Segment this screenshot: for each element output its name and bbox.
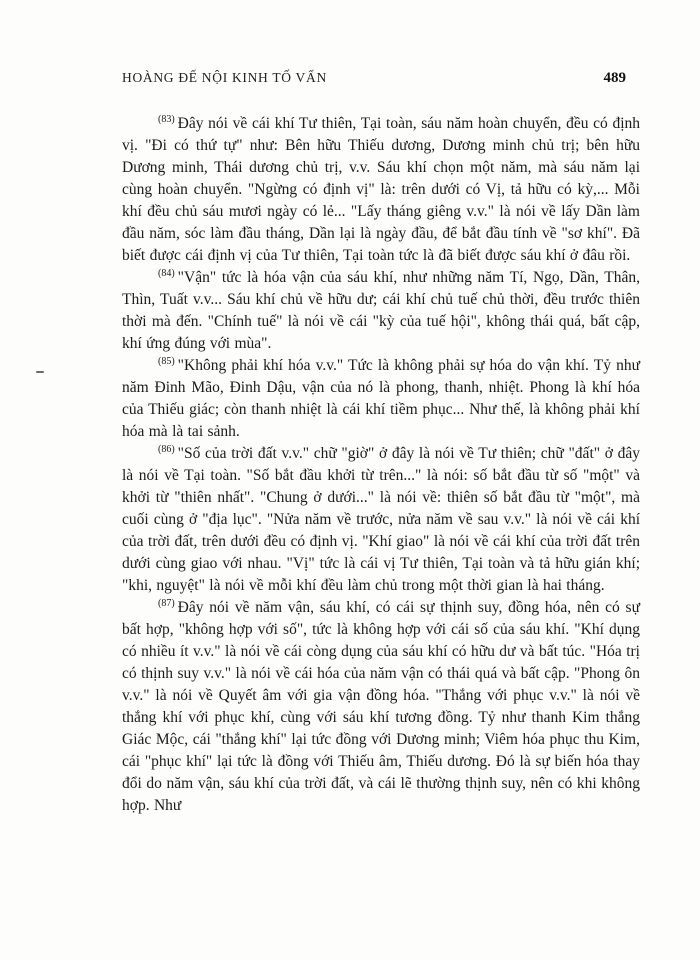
footnote-text-87: Đây nói về năm vận, sáu khí, có cái sự thịnh suy, đồng hóa, nên có sự bất hợp, "không hợp với số", tức là không hợp với cái số của sáu khí. "Khí dụng có nhiều ít v.v." là nói về cái còng dụng của sáu khí có hữu dư và bất túc. "Hóa trị có thịnh suy v.v." là nói về cái hóa của năm vận có thái quá và bất cập. "Phong ôn v.v." là nói về Quyết âm với gia vận đồng hóa. "Thắng với phục v.v." là nói về thắng khí với phục khí, cùng với sáu khí tương đồng. Tỷ như thanh Kim thắng Giác Mộc, cái "thắng khí" lại tức đồng với Dương minh; Viêm hóa phục thu Kim, cái "phục khí" lại tức là đồng với Thiếu âm, Thiếu dương. Đó là sự biến hóa thay đổi do năm vận, sáu khí của trời đất, và cái lẽ thường thịnh suy, nên có khi không hợp. Như xyxy=(122,599,640,814)
footnote-text-83: Đây nói về cái khí Tư thiên, Tại toàn, sáu năm hoàn chuyển, đều có định vị. "Đi có thứ tự" như: Bên hữu Thiếu dương, Dương minh chủ trị; bên hữu Dương minh, Thái dương chủ trị, v.v. Sáu khí chọn một năm, mà sáu năm lại cùng hoàn chuyển. "Ngừng có định vị" là: trên dưới có Vị, tả hữu có kỳ,... Mỗi khí đều chủ sáu mươi ngày có lẻ... "Lấy tháng giêng v.v." là nói về lấy Dần làm đầu năm, sóc làm đầu tháng, Dần lại là ngày đầu, để bắt đầu tính về "sơ khí". Đã biết được cái định vị của Tư thiên, Tại toàn tức là đã biết được sáu khí ở đâu rồi. xyxy=(122,115,640,264)
page-header xyxy=(122,70,640,87)
footnote-paragraph-86 xyxy=(122,443,640,597)
footnote-text-85: "Không phải khí hóa v.v." Tức là không phải sự hóa do vận khí. Tỷ như năm Đinh Mão, Đinh Dậu, vận của nó là phong, thanh, nhiệt. Phong là khí hóa của Thiếu giác; còn thanh nhiệt là cái khí tiềm phục... Như thế, là không phải khí hóa mà là tai sảnh. xyxy=(122,357,640,440)
footnote-paragraph-83 xyxy=(122,113,640,267)
footnote-marker-85: (85) xyxy=(158,355,175,367)
footnote-paragraph-87 xyxy=(122,597,640,817)
footnote-marker-86: (86) xyxy=(158,443,175,455)
footnote-paragraph-84 xyxy=(122,267,640,355)
scan-artifact-mark xyxy=(36,371,44,373)
running-head-title: HOÀNG ĐẾ NỘI KINH TỐ VẤN xyxy=(122,70,327,85)
footnote-paragraph-85 xyxy=(122,355,640,443)
page-number: 489 xyxy=(603,70,626,86)
footnote-marker-87: (87) xyxy=(158,597,175,609)
footnote-marker-83: (83) xyxy=(158,113,175,125)
footnote-text-86: "Số của trời đất v.v." chữ "giờ" ở đây là nói về Tư thiên; chữ "đất" ở đây là nói về Tại toàn. "Số bắt đầu khởi từ trên..." là nói: số bắt đầu từ số "một" và khởi từ "thiên nhất". "Chung ở dưới..." là nói về: thiên số bắt đầu từ "một", mà cuối cùng ở "địa lục". "Nửa năm về trước, nửa năm về sau v.v." là nói về cái khí của trời đất, trên dưới đều có định vị. "Khí giao" là nói về cái khí của trời đất trên dưới cùng giao với nhau. "Vị" tức là cái vị Tư thiên, Tại toàn và tả hữu gián khí; "khi, nguyệt" là nói về mỗi khí đều làm chủ trong một thời gian là hai tháng. xyxy=(122,445,640,594)
body-text xyxy=(122,113,640,817)
footnote-text-84: "Vận" tức là hóa vận của sáu khí, như những năm Tí, Ngọ, Dần, Thân, Thìn, Tuất v.v... Sáu khí chủ về hữu dư; cái khí chủ tuế chủ thời, đều trước thiên thời mà đến. "Chính tuế" là nói về cái "kỳ của tuế hội", không thái quá, bất cập, khí ứng đúng với mùa". xyxy=(122,269,640,352)
footnote-marker-84: (84) xyxy=(158,267,175,279)
